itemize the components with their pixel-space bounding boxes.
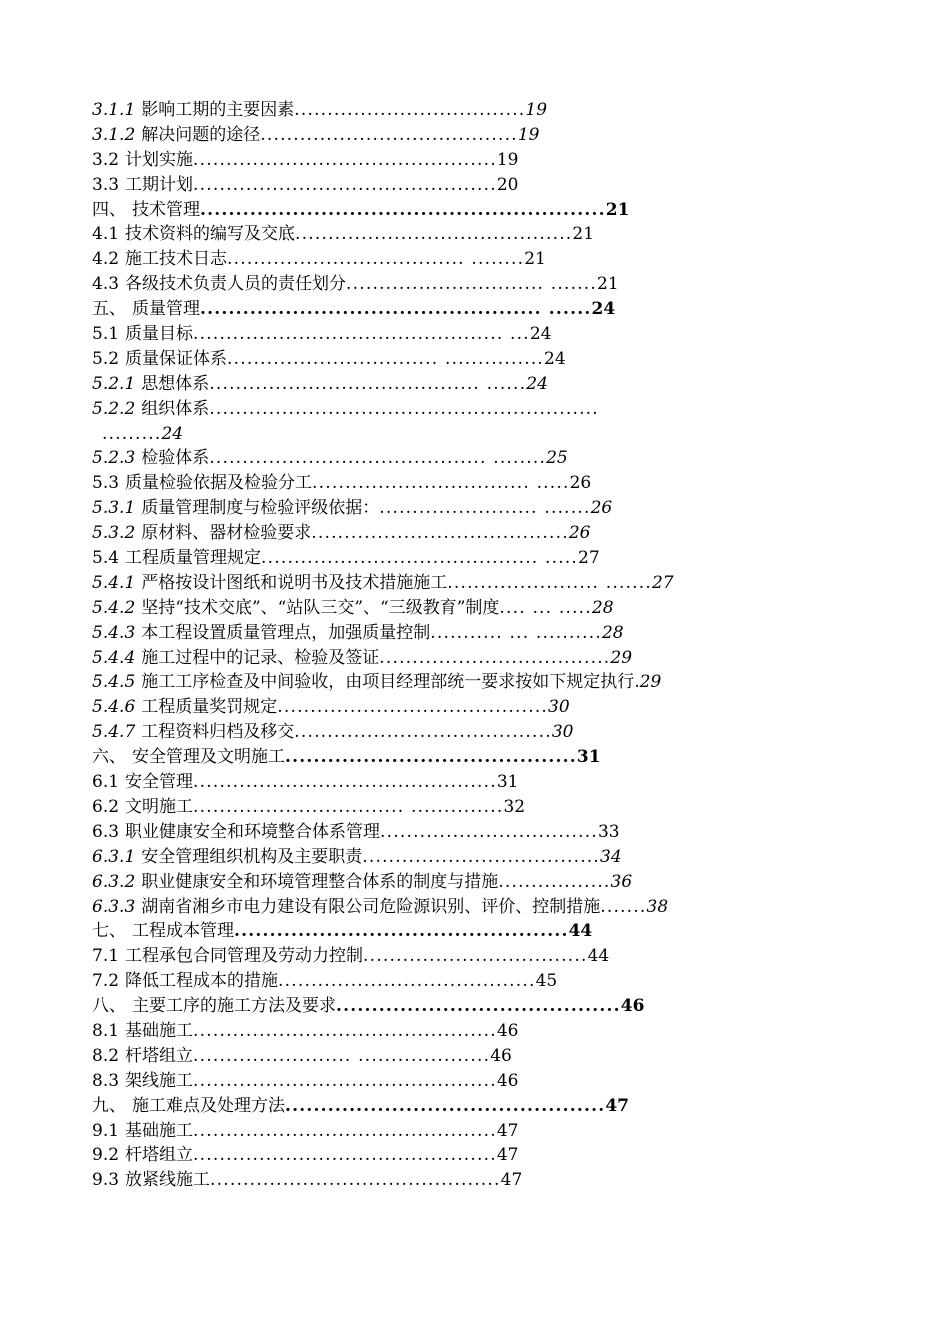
toc-entry-page: 33 — [597, 821, 620, 842]
toc-entry[interactable] — [92, 820, 882, 845]
toc-entry-page: 24 — [529, 324, 552, 345]
toc-entry-title: 施工工序检查及中间验收，由项目经理部统一要求按如下规定执行. — [141, 672, 640, 693]
toc-entry-title: 影响工期的主要因素 — [141, 100, 295, 120]
toc-entry-number: 7.1 — [92, 946, 120, 967]
toc-entry-number: 5.3 — [92, 473, 120, 494]
toc-entry-page: 30 — [551, 722, 574, 743]
toc-entry-page: 20 — [496, 174, 519, 195]
toc-entry-page: 45 — [535, 971, 558, 992]
toc-entry[interactable] — [92, 919, 882, 944]
toc-entry-leader: ....... — [600, 896, 647, 917]
toc-entry-number: 4.3 — [92, 274, 120, 295]
toc-entry-leader: ............................................... ... — [193, 324, 530, 345]
toc-entry-title: 质量保证体系 — [125, 348, 228, 369]
toc-entry-number: 9.2 — [92, 1145, 120, 1166]
toc-entry-page: 19 — [517, 124, 540, 145]
toc-entry[interactable] — [92, 1069, 882, 1094]
toc-entry-title: 原材料、器材检验要求 — [141, 523, 312, 544]
toc-entry-title: 基础施工 — [125, 1120, 194, 1141]
toc-entry-leader: .......................................... ........ — [209, 448, 547, 469]
toc-entry-leader: ......................................................... — [200, 199, 606, 220]
toc-entry[interactable] — [92, 969, 882, 994]
toc-entry-page: 46 — [496, 1020, 519, 1041]
toc-entry[interactable] — [92, 148, 882, 173]
toc-entry-number: 八、 — [92, 996, 126, 1017]
toc-entry[interactable] — [92, 1094, 882, 1119]
toc-entry-title: 施工过程中的记录、检验及签证 — [141, 647, 380, 668]
toc-entry[interactable] — [92, 123, 882, 148]
toc-entry-page: 29 — [610, 647, 633, 668]
toc-entry-number: 5.2.3 — [92, 448, 136, 469]
toc-entry-title: 安全管理组织机构及主要职责 — [141, 846, 363, 867]
toc-entry-title: 基础施工 — [125, 1020, 194, 1041]
toc-entry-title: 文明施工 — [125, 796, 194, 817]
toc-entry-title: 杆塔组立 — [125, 1045, 194, 1066]
toc-entry-number: 七、 — [92, 921, 126, 942]
toc-entry-number: 6.3 — [92, 821, 120, 842]
toc-entry-title: 计划实施 — [125, 149, 194, 170]
toc-entry-title: 杆塔组立 — [125, 1145, 194, 1166]
toc-entry-page: 47 — [605, 1095, 630, 1116]
toc-entry-leader: ............................................ — [210, 1170, 501, 1191]
toc-entry-number: 8.2 — [92, 1045, 120, 1066]
toc-entry-leader: .............................................. — [193, 1145, 497, 1166]
toc-entry-number: 3.1.2 — [92, 124, 136, 145]
toc-entry[interactable] — [92, 546, 882, 571]
toc-entry-title: 架线施工 — [125, 1070, 194, 1091]
toc-entry-page: 21 — [605, 199, 630, 220]
toc-entry[interactable] — [92, 198, 882, 223]
toc-entry-page: 26 — [569, 473, 592, 494]
toc-entry-page: 24 — [544, 348, 566, 369]
toc-entry-leader: .................................. — [363, 946, 588, 967]
toc-entry-page: 26 — [590, 498, 613, 519]
toc-entry-title: 职业健康安全和环境管理整合体系的制度与措施 — [141, 871, 499, 892]
toc-entry-number: 5.4.7 — [92, 722, 136, 743]
toc-entry-number: 7.2 — [92, 971, 120, 992]
toc-entry-leader: ....................................... — [278, 971, 536, 992]
toc-entry[interactable] — [92, 795, 882, 820]
toc-entry[interactable] — [92, 322, 882, 347]
toc-entry[interactable] — [92, 1044, 882, 1069]
toc-entry-leader: ............................................... — [234, 921, 569, 942]
toc-entry[interactable] — [92, 1168, 882, 1193]
toc-entry-number: 6.3.3 — [92, 896, 136, 917]
toc-entry-leader: ......................................... — [277, 697, 549, 718]
toc-entry-page: 27 — [578, 548, 600, 569]
toc-entry-number: 6.2 — [92, 796, 120, 817]
toc-entry[interactable] — [92, 222, 882, 247]
toc-entry-number: 4.2 — [92, 249, 120, 270]
toc-entry[interactable] — [92, 521, 882, 546]
toc-entry-number: 5.3.1 — [92, 498, 136, 519]
toc-entry-page: 28 — [591, 597, 614, 618]
toc-entry-title: 降低工程成本的措施 — [125, 971, 279, 992]
toc-entry-leader: .............................................. — [193, 1020, 497, 1041]
toc-entry[interactable] — [92, 247, 882, 272]
toc-entry-leader: ................................. — [380, 821, 598, 842]
toc-entry-page: 30 — [548, 697, 570, 718]
toc-entry-leader: ................................. ..... — [312, 473, 570, 494]
toc-entry-number: 4.1 — [92, 224, 120, 245]
toc-entry[interactable] — [92, 471, 882, 496]
toc-entry-number: 9.3 — [92, 1170, 120, 1191]
toc-entry-title: 技术资料的编写及交底 — [125, 224, 296, 245]
toc-entry-leader: ................................... — [379, 647, 611, 668]
toc-entry-leader: ....................... ....... — [447, 572, 652, 593]
table-of-contents — [92, 98, 882, 1193]
toc-entry-page: 24 — [161, 423, 184, 444]
toc-entry-title: 质量目标 — [125, 324, 194, 345]
toc-entry-title: 质量检验依据及检验分工 — [125, 473, 313, 494]
toc-entry-page: 47 — [496, 1120, 519, 1141]
toc-entry-leader: ......................................... — [285, 747, 577, 768]
toc-entry-leader: .............................................. — [193, 174, 497, 195]
toc-entry-leader: .......................................... — [295, 224, 573, 245]
toc-entry-title: 职业健康安全和环境整合体系管理 — [125, 821, 381, 842]
toc-entry-number: 8.1 — [92, 1020, 120, 1041]
toc-entry-leader: ....................................... — [311, 523, 569, 544]
toc-entry-number: 3.3 — [92, 174, 120, 195]
toc-entry[interactable] — [92, 1143, 882, 1168]
toc-entry-title: 主要工序的施工方法及要求 — [132, 996, 336, 1017]
toc-entry-page: 21 — [572, 224, 595, 245]
toc-entry[interactable] — [92, 720, 882, 745]
toc-entry-leader: .................................... — [362, 846, 601, 867]
toc-entry-page: 31 — [576, 747, 601, 768]
toc-entry-number: 5.1 — [92, 324, 120, 345]
toc-entry-title: 质量管理制度与检验评级依据： — [141, 498, 380, 519]
toc-entry-number: 5.4.1 — [92, 572, 136, 593]
toc-entry-number: 5.2 — [92, 348, 120, 369]
toc-entry-page: 25 — [546, 448, 568, 469]
toc-entry-page: 44 — [587, 946, 610, 967]
toc-entry-number: 6.3.2 — [92, 871, 136, 892]
toc-entry[interactable] — [92, 173, 882, 198]
toc-entry-page: 29 — [639, 672, 662, 693]
toc-entry-page: 19 — [496, 149, 519, 170]
toc-entry-leader: ................................................ ...... — [200, 299, 592, 320]
toc-entry-page: 31 — [496, 772, 519, 793]
toc-entry[interactable] — [92, 422, 882, 447]
toc-entry-title: 工程质量管理规定 — [125, 548, 262, 569]
toc-entry[interactable] — [92, 646, 882, 671]
toc-entry-page: 46 — [620, 996, 645, 1017]
toc-entry-leader: .............................................. — [193, 1070, 497, 1091]
toc-entry-title: 工程承包合同管理及劳动力控制 — [125, 946, 364, 967]
toc-entry-leader: ................................ .............. — [193, 796, 504, 817]
toc-entry[interactable] — [92, 397, 882, 422]
toc-entry[interactable] — [92, 770, 882, 795]
toc-entry-number: 8.3 — [92, 1070, 120, 1091]
toc-entry-page: 46 — [496, 1070, 519, 1091]
toc-entry-page: 47 — [496, 1145, 519, 1166]
toc-entry-leader: ........... ... .......... — [430, 622, 602, 643]
toc-entry-leader: ............................................. — [285, 1095, 606, 1116]
toc-entry-leader: .............................................. — [193, 1120, 497, 1141]
toc-entry-leader: ................. — [498, 871, 611, 892]
toc-entry-number: 五、 — [92, 299, 126, 320]
toc-entry-leader: .............................................. — [193, 149, 497, 170]
toc-entry-page: 32 — [503, 796, 526, 817]
toc-entry[interactable] — [92, 1019, 882, 1044]
toc-entry-number: 5.4.3 — [92, 622, 136, 643]
toc-entry-page: 46 — [490, 1045, 512, 1066]
toc-entry-title: 湖南省湘乡市电力建设有限公司危险源识别、评价、控制措施 — [141, 896, 601, 917]
toc-entry-number: 3.1.1 — [92, 100, 136, 120]
toc-entry-title: 坚持“技术交底”、“站队三交”、“三级教育”制度 — [141, 597, 500, 618]
toc-entry-page: 21 — [597, 274, 619, 295]
toc-entry-page: 36 — [610, 871, 633, 892]
toc-entry[interactable] — [92, 571, 882, 596]
toc-entry[interactable] — [92, 347, 882, 372]
toc-entry-title: 各级技术负责人员的责任划分 — [125, 274, 347, 295]
toc-entry-title: 组织体系 — [141, 398, 210, 419]
toc-entry-leader: ....................................... — [294, 722, 552, 743]
toc-entry-number: 5.4.5 — [92, 672, 136, 693]
toc-entry-number: 四、 — [92, 199, 126, 220]
toc-entry-page: 26 — [568, 523, 591, 544]
toc-entry-title: 质量管理 — [132, 299, 200, 320]
toc-entry[interactable] — [92, 895, 882, 920]
toc-entry[interactable] — [92, 845, 882, 870]
toc-entry[interactable] — [92, 297, 882, 322]
toc-entry-title: 安全管理及文明施工 — [132, 747, 285, 768]
toc-entry-leader: ........................ .................... — [193, 1045, 491, 1066]
toc-entry-number: 3.2 — [92, 149, 120, 170]
toc-entry-number: 5.4.6 — [92, 697, 136, 718]
toc-entry-page: 44 — [568, 921, 593, 942]
toc-entry-number: 5.2.2 — [92, 398, 136, 419]
toc-entry[interactable] — [92, 944, 882, 969]
toc-entry-page: 19 — [525, 100, 548, 120]
toc-entry[interactable] — [92, 1119, 882, 1144]
toc-entry[interactable] — [92, 870, 882, 895]
toc-entry-leader: .......................................... ..... — [261, 548, 579, 569]
toc-entry-leader: ......... — [102, 423, 162, 444]
toc-entry-title: 检验体系 — [141, 448, 210, 469]
toc-entry-title: 思想体系 — [141, 373, 210, 394]
toc-entry-title: 工程成本管理 — [132, 921, 234, 942]
toc-entry-page: 21 — [524, 249, 546, 270]
toc-entry-title: 工程资料归档及移交 — [141, 722, 295, 743]
toc-entry-page: 28 — [601, 622, 624, 643]
toc-entry-leader: ........................ ....... — [379, 498, 591, 519]
toc-entry-title: 本工程设置质量管理点，加强质量控制 — [141, 622, 431, 643]
toc-entry-leader: .................................... ........ — [227, 249, 525, 270]
toc-entry-number: 5.2.1 — [92, 373, 136, 394]
toc-entry[interactable] — [92, 496, 882, 521]
toc-entry-title: 放紧线施工 — [125, 1170, 211, 1191]
toc-entry-title: 工程质量奖罚规定 — [141, 697, 278, 718]
toc-entry-page: 24 — [526, 373, 548, 394]
toc-entry[interactable] — [92, 670, 882, 695]
toc-entry-title: 施工技术日志 — [125, 249, 228, 270]
toc-entry-number: 5.4.2 — [92, 597, 136, 618]
toc-entry-page: 27 — [651, 572, 674, 593]
toc-entry-title: 严格按设计图纸和说明书及技术措施施工 — [141, 572, 448, 593]
toc-entry-leader: ................................... — [294, 100, 526, 120]
toc-entry-number: 5.3.2 — [92, 523, 136, 544]
toc-entry-number: 6.1 — [92, 772, 120, 793]
toc-entry-page: 24 — [591, 299, 616, 320]
toc-entry-page: 47 — [500, 1170, 523, 1191]
toc-entry-leader: ....................................... — [260, 124, 518, 145]
toc-entry[interactable] — [92, 372, 882, 397]
toc-entry-page: 34 — [600, 846, 622, 867]
toc-entry-page: 38 — [646, 896, 669, 917]
toc-entry-title: 工期计划 — [125, 174, 194, 195]
toc-entry-leader: ................................ ............... — [227, 348, 545, 369]
toc-entry-leader: .............................. ....... — [346, 274, 597, 295]
toc-entry[interactable] — [92, 621, 882, 646]
toc-entry[interactable] — [92, 272, 882, 297]
toc-entry[interactable] — [92, 695, 882, 720]
toc-entry-number: 六、 — [92, 747, 126, 768]
toc-entry-leader: ......................................... ...... — [209, 373, 527, 394]
toc-entry-title: 施工难点及处理方法 — [132, 1095, 285, 1116]
toc-entry-number: 5.4 — [92, 548, 120, 569]
toc-entry-leader: ........................................................... — [209, 398, 599, 419]
toc-entry[interactable] — [92, 745, 882, 770]
toc-entry-number: 九、 — [92, 1095, 126, 1116]
toc-entry-title: 解决问题的途径 — [141, 124, 261, 145]
toc-entry-title: 安全管理 — [125, 772, 194, 793]
toc-entry-number: 6.3.1 — [92, 846, 136, 867]
toc-entry-number: 9.1 — [92, 1120, 120, 1141]
toc-entry[interactable] — [92, 596, 882, 621]
toc-entry-number: 5.4.4 — [92, 647, 136, 668]
toc-entry-title: 技术管理 — [132, 199, 200, 220]
toc-entry[interactable] — [92, 98, 882, 123]
toc-entry[interactable] — [92, 994, 882, 1019]
toc-entry-leader: .... ... ..... — [499, 597, 592, 618]
toc-entry-leader: .............................................. — [193, 772, 497, 793]
toc-entry[interactable] — [92, 446, 882, 471]
toc-entry-leader: ........................................ — [336, 996, 621, 1017]
